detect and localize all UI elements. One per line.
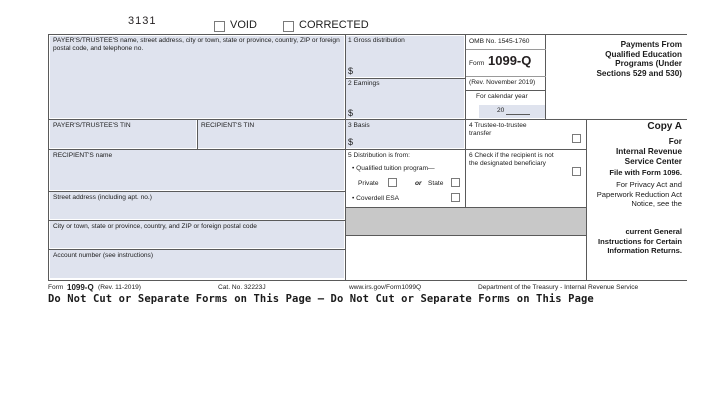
box3-dollar: $ [348,137,354,147]
omb-number: OMB No. 1545-1760 [469,38,530,45]
file-with-1096: File with Form 1096. [609,168,682,177]
form-id-number: 3131 [128,15,157,27]
corrected-checkbox[interactable] [283,21,294,32]
private-label: Private [358,180,379,187]
street-label: Street address (including apt. no.) [53,194,152,201]
calendar-year-label: For calendar year [476,93,528,100]
calendar-year-field[interactable] [479,105,545,118]
footer-cat-no: Cat. No. 32223J [218,284,266,291]
form-1099q [48,34,687,281]
box6-checkbox[interactable] [572,167,581,176]
box2-label: 2 Earnings [348,80,380,87]
corrected-label: CORRECTED [299,19,369,31]
void-checkbox[interactable] [214,21,225,32]
footer-form-word: Form [48,284,64,291]
state-checkbox[interactable] [451,178,460,187]
box6-label: 6 Check if the recipient is not the designated beneficiary [469,152,554,167]
footer-revision: (Rev. 11-2019) [98,284,142,291]
omb-revision: (Rev. November 2019) [469,79,536,86]
payer-label: PAYER'S/TRUSTEE'S name, street address, city or town, state or province, country, ZIP or foreign postal code, and telephone no. [53,37,340,52]
footer-department: Department of the Treasury - Internal Revenue Service [478,284,639,291]
form-title: Payments From Qualified Education Programs (Under Sections 529 and 530) [596,40,682,78]
payer-tin-label: PAYER'S/TRUSTEE'S TIN [53,122,131,129]
void-label: VOID [230,19,257,31]
footer-form-name: 1099-Q [67,283,94,292]
shaded-area [346,208,586,235]
box3-label: 3 Basis [348,122,370,129]
footer-url[interactable]: www.irs.gov/Form1099Q [349,284,422,291]
qualified-tuition-label: • Qualified tuition program— [352,165,435,172]
for-label: For [668,137,682,146]
calendar-year-prefix: 20 [497,107,505,114]
omb-form-name: 1099-Q [488,53,532,68]
do-not-cut-banner: Do Not Cut or Separate Forms on This Page — Do Not Cut or Separate Forms on This Page [48,293,594,305]
box1-dollar: $ [348,66,354,76]
copy-a: Copy A [647,121,682,132]
state-label: State [428,180,444,187]
omb-form-word: Form [469,60,485,67]
recipient-tin-label: RECIPIENT'S TIN [201,122,255,129]
coverdell-checkbox[interactable] [451,193,460,202]
account-label: Account number (see instructions) [53,252,154,259]
or-label: or [415,180,422,187]
general-instructions: current General Instructions for Certain Information Returns. [598,227,682,255]
box2-dollar: $ [348,108,354,118]
irs-center: Internal Revenue Service Center [616,147,682,166]
box5-label: 5 Distribution is from: [348,152,410,159]
private-checkbox[interactable] [388,178,397,187]
box1-label: 1 Gross distribution [348,37,405,44]
box4-label: 4 Trustee-to-trustee transfer [469,122,527,137]
coverdell-label: • Coverdell ESA [352,195,400,202]
recipient-name-label: RECIPIENT'S name [53,152,113,159]
privacy-notice: For Privacy Act and Paperwork Reduction Act Notice, see the [596,180,682,208]
city-label: City or town, state or province, country, and ZIP or foreign postal code [53,223,257,230]
box4-checkbox[interactable] [572,134,581,143]
